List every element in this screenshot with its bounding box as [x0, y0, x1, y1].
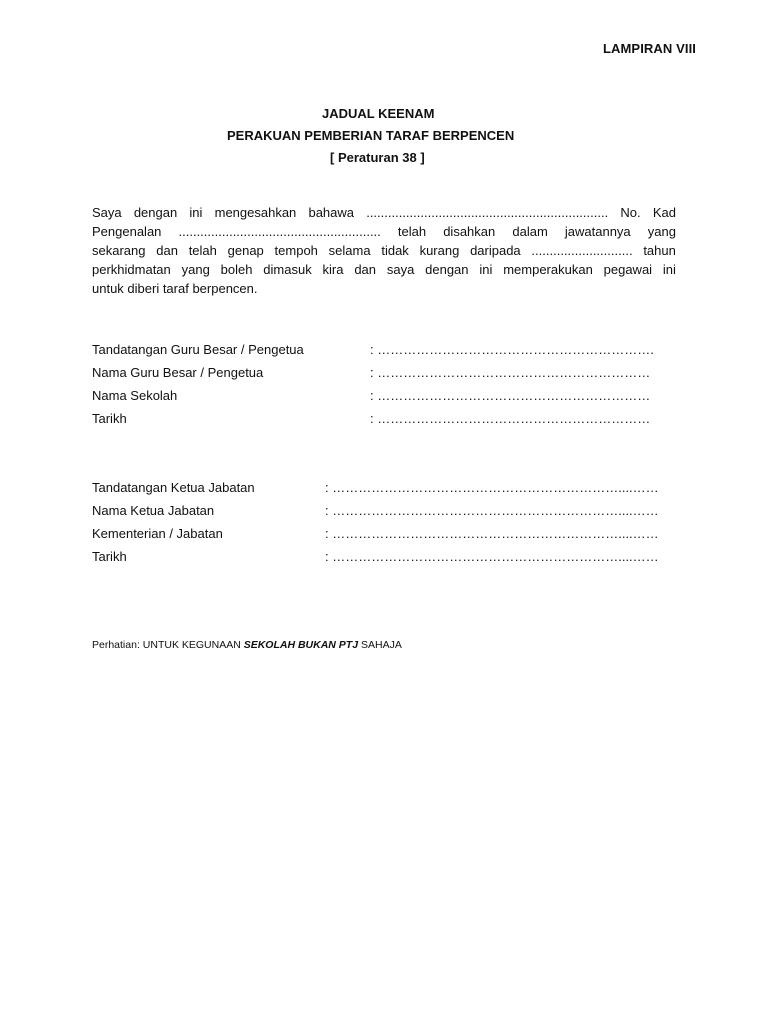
paragraph-word: mengesahkan: [214, 205, 297, 220]
fill-in-line: : ………………………………………………………: [370, 388, 651, 403]
paragraph-line: [92, 222, 676, 241]
paragraph-word: dimasuk: [263, 262, 312, 277]
field-label: Tandatangan Ketua Jabatan: [92, 480, 255, 495]
form-title: PERAKUAN PEMBERIAN TARAF BERPENCEN: [227, 128, 515, 143]
paragraph-word: selama: [328, 243, 371, 258]
paragraph-word: sekarang: [92, 243, 146, 258]
field-label: Nama Ketua Jabatan: [92, 503, 215, 518]
note-emphasis: SEKOLAH BUKAN PTJ: [243, 639, 359, 651]
fill-in-line: : …………………………………………………………....……: [325, 549, 659, 564]
paragraph-word: kira: [322, 262, 344, 277]
field-label: Tarikh: [92, 549, 127, 564]
signature-row: [92, 522, 692, 545]
paragraph-word: ............................: [531, 243, 633, 258]
paragraph-word: tahun: [643, 243, 676, 258]
paragraph-word: jawatannya: [564, 224, 631, 239]
note-suffix: SAHAJA: [360, 639, 402, 651]
paragraph-word: telah: [397, 224, 427, 239]
appendix-label: LAMPIRAN VIII: [602, 41, 696, 56]
paragraph-line: [92, 203, 676, 222]
paragraph-word: ini: [479, 262, 493, 277]
attention-note: [92, 639, 402, 651]
signature-row: [92, 361, 692, 384]
paragraph-word: Saya: [92, 205, 122, 220]
paragraph-word: daripada: [470, 243, 521, 258]
paragraph-word: perkhidmatan: [92, 262, 171, 277]
paragraph-word: boleh: [220, 262, 253, 277]
certification-paragraph: [92, 203, 676, 298]
paragraph-word: tempoh: [274, 243, 318, 258]
principal-signature-section: [92, 338, 692, 430]
signature-row: [92, 338, 692, 361]
paragraph-word: ...................................................................: [366, 205, 609, 220]
department-head-signature-section: [92, 476, 692, 568]
paragraph-word: disahkan: [443, 224, 496, 239]
paragraph-word: Pengenalan: [92, 224, 162, 239]
paragraph-word: ini: [662, 262, 676, 277]
paragraph-word: genap: [227, 243, 264, 258]
signature-row: [92, 499, 692, 522]
fill-in-line: : ……………………………………………………….: [370, 342, 654, 357]
field-label: Tandatangan Guru Besar / Pengetua: [92, 342, 304, 357]
paragraph-word: tidak: [381, 243, 409, 258]
paragraph-word: yang: [181, 262, 210, 277]
field-label: Kementerian / Jabatan: [92, 526, 223, 541]
fill-in-line: : …………………………………………………………....……: [325, 503, 659, 518]
paragraph-word: dan: [156, 243, 178, 258]
paragraph-line: [92, 241, 676, 260]
paragraph-word: memperakukan: [503, 262, 593, 277]
paragraph-line: [92, 260, 676, 279]
paragraph-word: dan: [354, 262, 377, 277]
signature-row: [92, 384, 692, 407]
paragraph-word: dalam: [512, 224, 548, 239]
schedule-title: JADUAL KEENAM: [322, 106, 435, 121]
fill-in-line: : …………………………………………………………....……: [325, 526, 659, 541]
paragraph-word: dengan: [425, 262, 469, 277]
fill-in-line: : …………………………………………………………....……: [325, 480, 659, 495]
field-label: Nama Sekolah: [92, 388, 178, 403]
document-header: [0, 103, 768, 169]
paragraph-line: untuk diberi taraf berpencen.: [92, 281, 258, 296]
field-label: Nama Guru Besar / Pengetua: [92, 365, 264, 380]
paragraph-word: dengan: [133, 205, 178, 220]
paragraph-word: telah: [188, 243, 217, 258]
paragraph-word: kurang: [419, 243, 460, 258]
signature-row: [92, 476, 692, 499]
signature-row: [92, 545, 692, 568]
fill-in-line: : ………………………………………………………: [370, 365, 651, 380]
paragraph-word: pegawai: [603, 262, 653, 277]
field-label: Tarikh: [92, 411, 127, 426]
fill-in-line: : ………………………………………………………: [370, 411, 651, 426]
paragraph-word: yang: [647, 224, 676, 239]
paragraph-word: saya: [386, 262, 415, 277]
paragraph-word: ini: [189, 205, 203, 220]
note-prefix: Perhatian: UNTUK KEGUNAAN: [92, 639, 241, 651]
signature-row: [92, 407, 692, 430]
paragraph-word: Kad: [652, 205, 676, 220]
paragraph-word: bahawa: [308, 205, 355, 220]
paragraph-word: ........................................................: [178, 224, 381, 239]
paragraph-word: No.: [620, 205, 641, 220]
regulation-reference: [ Peraturan 38 ]: [330, 150, 425, 165]
